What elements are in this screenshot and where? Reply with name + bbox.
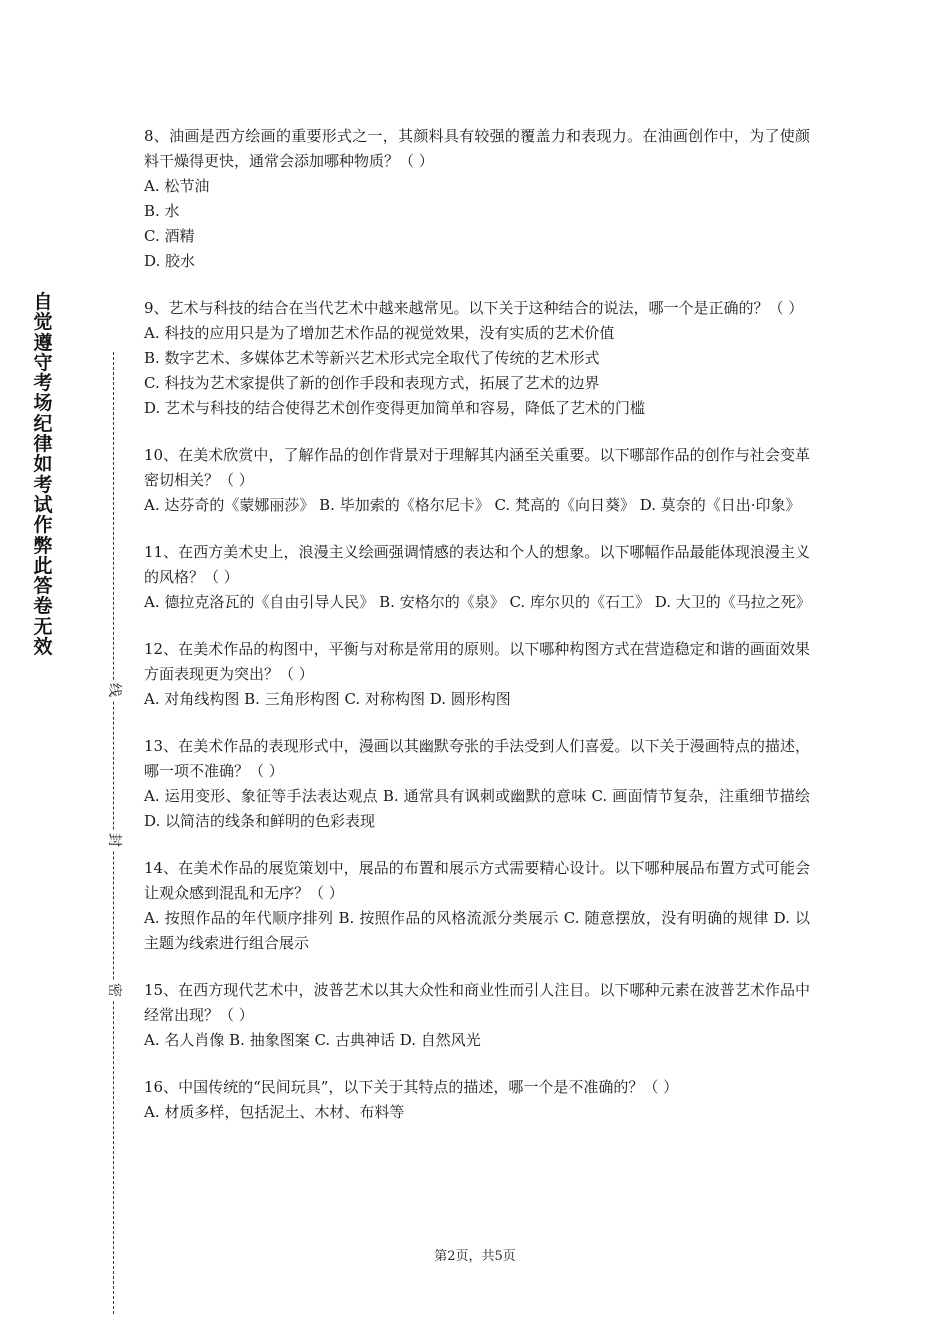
question-text: 15、在西方现代艺术中，波普艺术以其大众性和商业性而引人注目。以下哪种元素在波普艺术作品中经常出现？（ ）: [144, 981, 810, 1024]
binding-label-seal: 封: [103, 830, 125, 850]
question-text: 9、艺术与科技的结合在当代艺术中越来越常见。以下关于这种结合的说法，哪一个是正确的？（ ）: [144, 299, 804, 317]
question-text: 12、在美术作品的构图中，平衡与对称是常用的原则。以下哪种构图方式在营造稳定和谐的画面效果方面表现更为突出？（ ）: [144, 640, 810, 683]
exam-discipline-warning: 自觉遵守考场纪律如考试作弊此答卷无效: [33, 291, 53, 659]
question-text: 13、在美术作品的表现形式中，漫画以其幽默夸张的手法受到人们喜爱。以下关于漫画特点的描述，哪一项不准确？（ ）: [144, 737, 810, 780]
option-a: A. 材质多样，包括泥土、木材、布料等: [144, 1103, 405, 1121]
question-9: [144, 296, 810, 421]
option-c: C. 酒精: [144, 227, 195, 245]
question-16: [144, 1075, 810, 1125]
binding-label-line: 线: [103, 680, 125, 700]
options-inline: A. 对角线构图 B. 三角形构图 C. 对称构图 D. 圆形构图: [144, 690, 511, 708]
question-list: [144, 124, 810, 1147]
option-b: B. 水: [144, 202, 180, 220]
options-inline: A. 德拉克洛瓦的《自由引导人民》 B. 安格尔的《泉》 C. 库尔贝的《石工》 D. 大卫的《马拉之死》: [144, 593, 811, 611]
binding-label-secret: 密: [103, 980, 125, 1000]
options-inline: A. 按照作品的年代顺序排列 B. 按照作品的风格流派分类展示 C. 随意摆放，没有明确的规律 D. 以主题为线索进行组合展示: [144, 909, 810, 952]
question-12: [144, 637, 810, 712]
question-11: [144, 540, 810, 615]
option-c: C. 科技为艺术家提供了新的创作手段和表现方式，拓展了艺术的边界: [144, 374, 600, 392]
options-inline: A. 名人肖像 B. 抽象图案 C. 古典神话 D. 自然风光: [144, 1031, 481, 1049]
question-text: 10、在美术欣赏中，了解作品的创作背景对于理解其内涵至关重要。以下哪部作品的创作与社会变革密切相关？（ ）: [144, 446, 810, 489]
option-a: A. 松节油: [144, 177, 210, 195]
question-15: [144, 978, 810, 1053]
options-inline: A. 达芬奇的《蒙娜丽莎》 B. 毕加索的《格尔尼卡》 C. 梵高的《向日葵》 D. 莫奈的《日出·印象》: [144, 496, 801, 514]
question-text: 14、在美术作品的展览策划中，展品的布置和展示方式需要精心设计。以下哪种展品布置方式可能会让观众感到混乱和无序？（ ）: [144, 859, 810, 902]
option-d: D. 艺术与科技的结合使得艺术创作变得更加简单和容易，降低了艺术的门槛: [144, 399, 646, 417]
question-10: [144, 443, 810, 518]
option-b: B. 数字艺术、多媒体艺术等新兴艺术形式完全取代了传统的艺术形式: [144, 349, 600, 367]
question-14: [144, 856, 810, 956]
options-inline: A. 运用变形、象征等手法表达观点 B. 通常具有讽刺或幽默的意味 C. 画面情节复杂，注重细节描绘 D. 以简洁的线条和鲜明的色彩表现: [144, 787, 810, 830]
question-text: 11、在西方美术史上，浪漫主义绘画强调情感的表达和个人的想象。以下哪幅作品最能体现浪漫主义的风格？（ ）: [144, 543, 810, 586]
option-a: A. 科技的应用只是为了增加艺术作品的视觉效果，没有实质的艺术价值: [144, 324, 615, 342]
question-text: 16、中国传统的“民间玩具”，以下关于其特点的描述，哪一个是不准确的？（ ）: [144, 1078, 679, 1096]
page-number: 第2页，共5页: [434, 1249, 516, 1264]
question-8: [144, 124, 810, 274]
question-13: [144, 734, 810, 834]
question-text: 8、油画是西方绘画的重要形式之一，其颜料具有较强的覆盖力和表现力。在油画创作中，为了使颜料干燥得更快，通常会添加哪种物质？（ ）: [144, 127, 810, 170]
option-d: D. 胶水: [144, 252, 196, 270]
